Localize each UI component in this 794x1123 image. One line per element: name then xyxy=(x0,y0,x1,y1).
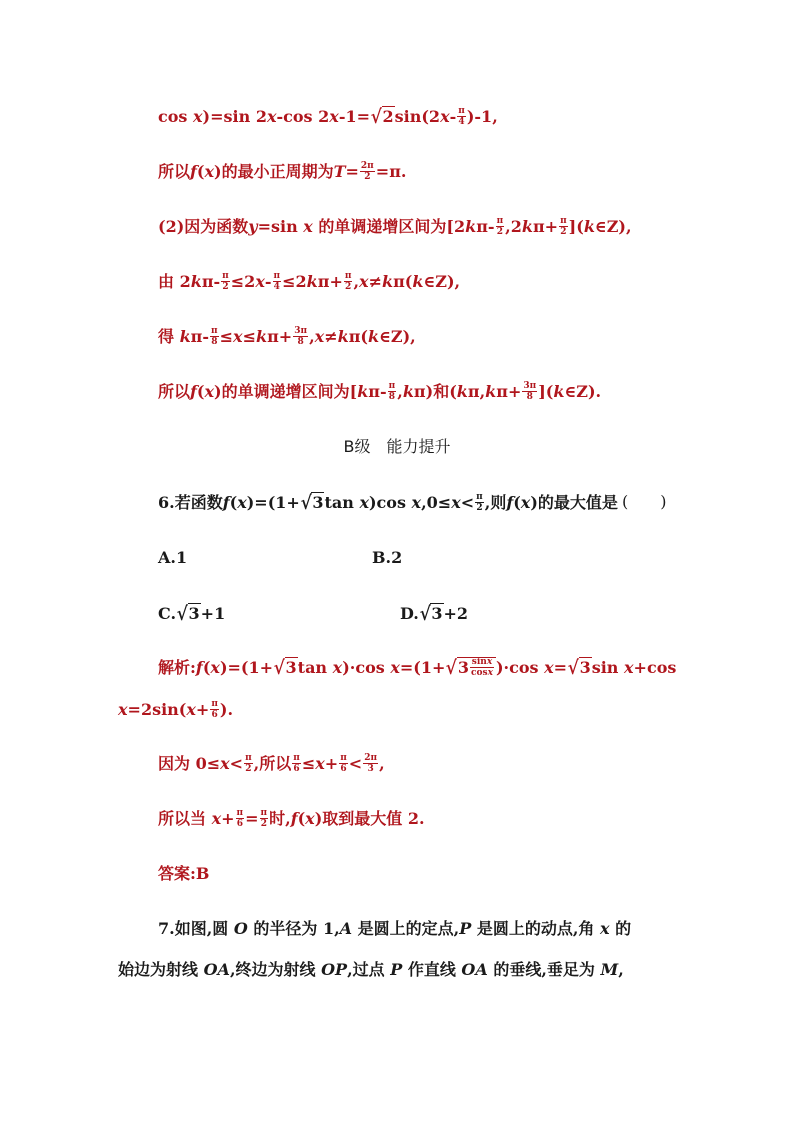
fraction: $\frac{\pi}{6}$ xyxy=(293,753,300,774)
sqrt-symbol: √3 xyxy=(300,492,324,514)
fraction: $\frac{3\pi}{8}$ xyxy=(523,381,537,402)
answer-line: 答案:B xyxy=(158,864,210,883)
sqrt-symbol: √3 $\frac{\sin x}{\cos x}$ xyxy=(445,655,496,680)
fraction: $\frac{\pi}{6}$ xyxy=(211,699,218,720)
answer-label: 答案 xyxy=(158,864,191,883)
answer-value: B xyxy=(195,864,210,883)
fraction: $\frac{\sin x}{\cos x}$ xyxy=(471,657,493,678)
question-6-stem: 6.若函数f(x)=(1+√3tan x)cos x,0≤x< $\frac{\pi}{2}$ ,则f(x)的最大值是 xyxy=(158,492,618,514)
question-7-line-1: 7.如图,圆 O 的半径为 1,A 是圆上的定点,P 是圆上的动点,角 x 的 xyxy=(158,919,632,938)
fraction: $\frac{\pi}{2}$ xyxy=(260,808,268,829)
solution-line-1: cos x)=sin 2x-cos 2x-1=√2sin(2x- $\frac{\pi}{4}$ )-1, xyxy=(158,106,498,128)
fraction: $\frac{\pi}{4}$ xyxy=(273,271,281,292)
fraction: $\frac{\pi}{2}$ xyxy=(496,216,504,237)
option-d: D.√3+2 xyxy=(400,603,469,625)
sqrt-symbol: √3 xyxy=(273,657,297,679)
fraction: $\frac{\pi}{8}$ xyxy=(388,381,396,402)
sqrt-symbol: √2 xyxy=(370,106,394,128)
fraction: $\frac{\pi}{6}$ xyxy=(236,808,244,829)
fraction: $\frac{2\pi}{3}$ xyxy=(364,753,378,774)
fraction: $\frac{\pi}{4}$ xyxy=(458,106,465,127)
section-heading: B级 能力提升 xyxy=(343,437,451,456)
fraction: $\frac{3\pi}{8}$ xyxy=(294,326,308,347)
sqrt-symbol: √3 xyxy=(419,603,443,625)
analysis-line-1: 解析:f(x)=(1+√3tan x)·cos x=(1+√3 $\frac{\sin x}{\cos x}$ )·cos x=√3sin x+cos xyxy=(158,657,677,679)
question-7-line-2: 始边为射线 OA,终边为射线 OP,过点 P 作直线 OA 的垂线,垂足为 M, xyxy=(118,960,624,979)
sqrt-symbol: √3 xyxy=(567,657,591,679)
answer-blank: ( ) xyxy=(622,492,667,511)
option-c: C.√3+1 xyxy=(158,603,226,625)
fraction: $\frac{\pi}{2}$ xyxy=(245,753,252,774)
fraction: $\frac{\pi}{8}$ xyxy=(211,326,218,347)
sqrt-symbol: √3 xyxy=(176,603,200,625)
solution-line-4: 由 2kπ- $\frac{\pi}{2}$ ≤2x- $\frac{\pi}{4}$ ≤2kπ+ $\frac{\pi}{2}$ ,x≠kπ(k∈Z), xyxy=(158,271,461,292)
fraction: $\frac{\pi}{2}$ xyxy=(560,216,567,237)
solution-line-5: 得 kπ- $\frac{\pi}{8}$ ≤x≤kπ+ $\frac{3\pi}{8}$ ,x≠kπ(k∈Z), xyxy=(158,326,416,347)
option-b: B.2 xyxy=(372,548,403,567)
solution-line-2: 所以f(x)的最小正周期为T= $\frac{2\pi}{2}$ =π. xyxy=(158,161,407,182)
fraction: $\frac{\pi}{2}$ xyxy=(476,492,483,513)
analysis-line-2: x=2sin(x+ $\frac{\pi}{6}$ ). xyxy=(118,699,234,720)
solution-line-3: (2)因为函数y=sin x 的单调递增区间为[2kπ- $\frac{\pi}{2}$ ,2kπ+ $\frac{\pi}{2}$ ](k∈Z), xyxy=(158,216,632,237)
analysis-line-4: 所以当 x+ $\frac{\pi}{6}$ = $\frac{\pi}{2}$ 时,f(x)取到最大值 2. xyxy=(158,808,425,829)
fraction: $\frac{2\pi}{2}$ xyxy=(360,161,374,182)
analysis-line-3: 因为 0≤x< $\frac{\pi}{2}$ ,所以 $\frac{\pi}{6}$ ≤x+ $\frac{\pi}{6}$ < $\frac{2\pi}{3}$ , xyxy=(158,753,385,774)
fraction: $\frac{\pi}{6}$ xyxy=(340,753,347,774)
fraction: $\frac{\pi}{2}$ xyxy=(344,271,352,292)
solution-line-6: 所以f(x)的单调递增区间为[kπ- $\frac{\pi}{8}$ ,kπ)和(kπ,kπ+ $\frac{3\pi}{8}$ ](k∈Z). xyxy=(158,381,602,402)
fraction: $\frac{\pi}{2}$ xyxy=(222,271,229,292)
option-a: A.1 xyxy=(158,548,188,567)
analysis-label: 解析 xyxy=(158,658,191,677)
